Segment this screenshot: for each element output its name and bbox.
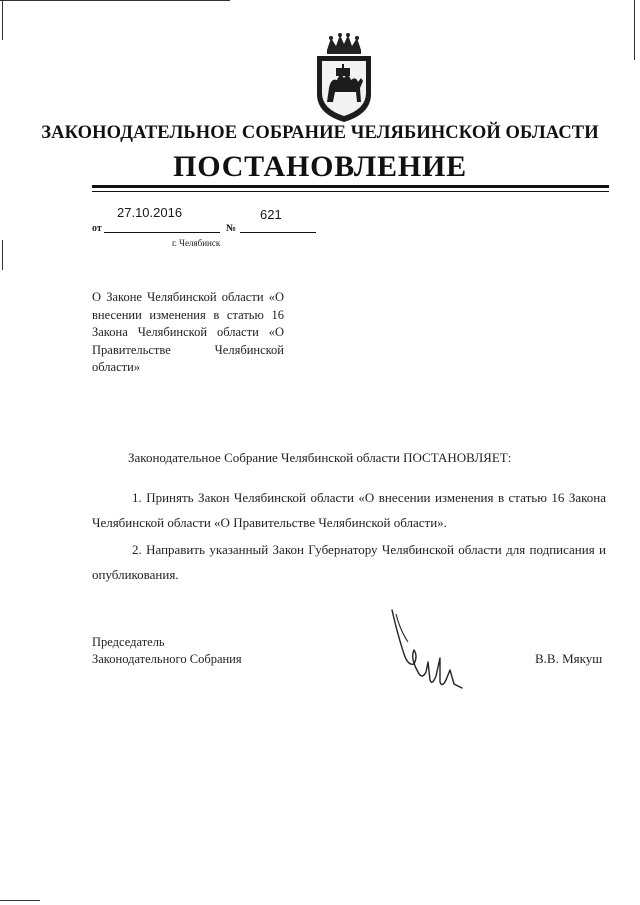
- handwritten-signature: [384, 606, 474, 698]
- signer-position: [92, 634, 242, 668]
- document-subject: О Законе Челябинской области «О внесении изменения в статью 16 Закона Челябинской области «О Правительстве Челябинской области»: [92, 290, 284, 374]
- signer-name: В.В. Мякуш: [535, 651, 603, 666]
- coat-of-arms-icon: [313, 32, 375, 124]
- preamble: Законодательное Собрание Челябинской области ПОСТАНОВЛЯЕТ:: [128, 450, 512, 465]
- assembly-name: ЗАКОНОДАТЕЛЬНОЕ СОБРАНИЕ ЧЕЛЯБИНСКОЙ ОБЛАСТИ: [41, 123, 599, 143]
- number-label: №: [226, 223, 237, 234]
- document-type-title: ПОСТАНОВЛЕНИЕ: [173, 150, 467, 183]
- resolution-item-2: 2. Направить указанный Закон Губернатору Челябинской области для подписания и опубликования.: [92, 542, 606, 582]
- signer-position-line2: Законодательного Собрания: [92, 652, 242, 666]
- header-rule-thick: [92, 185, 609, 188]
- document-date: 27.10.2016: [117, 205, 183, 220]
- document-number: 621: [260, 207, 282, 222]
- date-label: от: [92, 223, 102, 234]
- header-rule-thin: [92, 191, 609, 192]
- scan-edge-bottom: [0, 900, 40, 901]
- scan-edge-right: [634, 0, 635, 60]
- resolution-item-1: 1. Принять Закон Челябинской области «О внесении изменения в статью 16 Закона Челябинской области «О Правительстве Челябинской области».: [92, 490, 606, 530]
- city-label: г. Челябинск: [172, 238, 221, 248]
- number-underline: [240, 232, 316, 233]
- date-underline: [104, 232, 220, 233]
- scan-edge-left-mid: [2, 240, 3, 270]
- signer-position-line1: Председатель: [92, 635, 165, 649]
- scan-edge-top: [0, 0, 230, 1]
- scan-edge-left: [2, 0, 3, 40]
